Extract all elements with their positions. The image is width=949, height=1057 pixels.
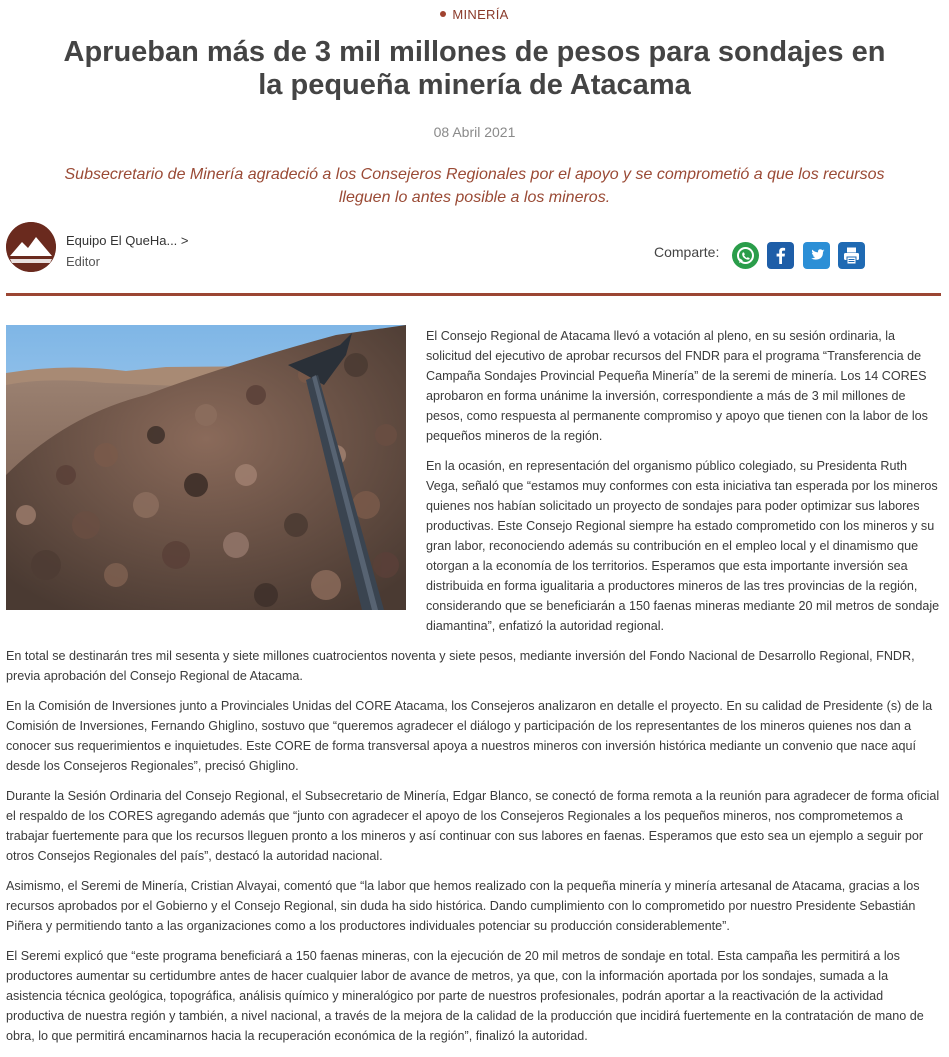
facebook-icon[interactable] [767, 242, 794, 269]
article-title: Aprueban más de 3 mil millones de pesos para sondajes en la pequeña minería de Atacama [63, 36, 886, 101]
paragraph: El Seremi explicó que “este programa beneficiará a 150 faenas mineras, con la ejecución de 20 mil metros de sondaje en total. Esta campaña les permitirá a los productores aumentar su certidumbre antes de hacer cualquier labor de avance de metros, ya que, con la información aportada por los sondajes, sumada a la asistencia técnica geológica, topográfica, análisis químico y mineralógico por parte de nuestros profesionales, podrán aportar a la reactivación de la actividad productiva de nuestra región y también, a nivel nacional, a través de la mejora de la calidad de la producción que incidirá fuertemente en la contratación de mano de obra, lo que permitirá encaminarnos hacia la recuperación económica de la región”, finalizó la autoridad. [6, 949, 924, 1043]
category-dot-icon [440, 11, 446, 17]
article-body [6, 326, 942, 1056]
author-role: Editor [66, 254, 100, 269]
mountain-logo-icon [6, 222, 56, 272]
category-text: MINERÍA [452, 7, 509, 22]
author-link[interactable]: Equipo El QueHa... > [66, 233, 189, 248]
paragraph: En la ocasión, en representación del organismo público colegiado, su Presidenta Ruth Vega, señaló que “estamos muy conformes con esta iniciativa tan esperada por los mineros quienes nos habían solicitado un proyecto de sondajes para poder optimizar sus labores productivas. Este Consejo Regional siempre ha estado comprometido con los mineros y su gran labor, reconociendo además su contribución en el empleo local y el dinamismo que otorgan a la economía de los territorios. Esperamos que esta importante inversión sea distribuida en forma igualitaria a productores mineros de las tres provincias de la región, considerando que se beneficiarán a 150 faenas mineras mediante 20 mil metros de sondaje diamantina”, enfatizó la autoridad regional. [426, 459, 940, 633]
section-divider [6, 293, 941, 296]
photo-spacer [6, 326, 426, 632]
paragraph: En total se destinarán tres mil sesenta y siete millones cuatrocientos noventa y siete pesos, mediante inversión del Fondo Nacional de Desarrollo Regional, FNDR, previa aprobación del Consejo Regional de Atacama. [6, 649, 915, 683]
paragraph: En la Comisión de Inversiones junto a Provinciales Unidas del CORE Atacama, los Consejeros analizaron en detalle el proyecto. En su calidad de Presidente (s) de la Comisión de Inversiones, Fernando Ghiglino, sostuvo que “queremos agradecer el diálogo y participación de los representantes de los mineros quienes nos dan a conocer sus requerimientos e inquietudes. Este CORE de forma transversal apoya a nuestros mineros con inversión histórica mediante un convenio que nace aquí desde los Consejeros Regionales”, precisó Ghiglino. [6, 699, 933, 773]
category-label[interactable] [0, 0, 949, 22]
twitter-icon[interactable] [803, 242, 830, 269]
share-icons [732, 242, 869, 269]
article-lead: Subsecretario de Minería agradeció a los Consejeros Regionales por el apoyo y se comprometió a que los recursos lleguen lo antes posible a los mineros. [64, 166, 885, 206]
print-icon[interactable] [838, 242, 865, 269]
whatsapp-icon[interactable] [732, 242, 759, 269]
publish-date: 08 Abril 2021 [433, 124, 516, 140]
paragraph: El Consejo Regional de Atacama llevó a votación al pleno, en su sesión ordinaria, la solicitud del ejecutivo de aprobar recursos del FNDR para el programa “Transferencia de Campaña Sondajes Provincial Pequeña Minería” de la seremi de minería. Los 14 CORES aprobaron en forma unánime la inversión, correspondiente a más de 3 mil millones de pesos, como respuesta al permanente compromiso y apoyo que tienen con la labor de los pequeños mineros de la región. [426, 329, 928, 443]
paragraph: Durante la Sesión Ordinaria del Consejo Regional, el Subsecretario de Minería, Edgar Blanco, se conectó de forma remota a la reunión para agradecer de forma oficial el respaldo de los CORES agregando además que “junto con agradecer el apoyo de los Consejeros Regionales a los pequeños mineros, nos comprometemos a trabajar fuertemente para que los recursos lleguen pronto a los mineros y así continuar con sus labores en faenas. Esperamos que esto sea un ejemplo a seguir por otros Consejos Regionales del país”, destacó la autoridad nacional. [6, 789, 940, 863]
share-label: Comparte: [654, 244, 720, 260]
author-avatar[interactable] [6, 222, 56, 272]
paragraph: Asimismo, el Seremi de Minería, Cristian Alvayai, comentó que “la labor que hemos realizado con la pequeña minería y minería artesanal de Atacama, gracias a los recursos aprobados por el Gobierno y el Consejo Regional, sin duda ha sido histórica. Dando cumplimiento con lo comprometido por nuestro Presidente Sebastián Piñera y permitiendo tanto a las organizaciones como a los productores individuales potenciar su producción considerablemente”. [6, 879, 920, 933]
byline [6, 222, 941, 274]
